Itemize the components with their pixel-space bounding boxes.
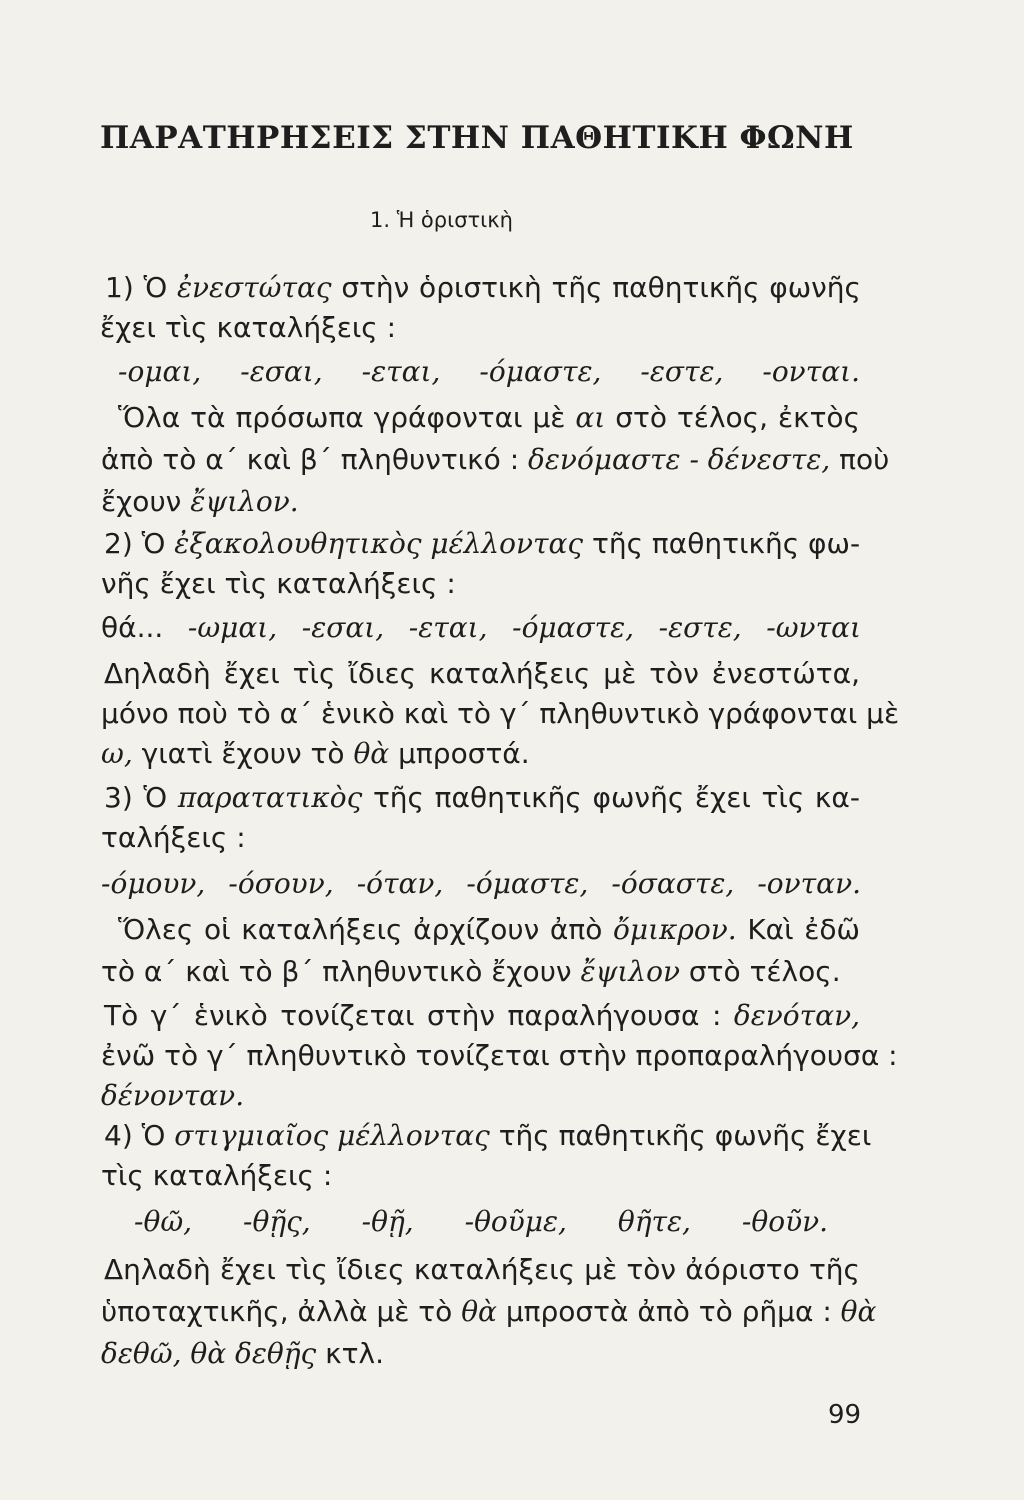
ending: -εσαι, (301, 611, 385, 644)
ending-row (134, 1202, 828, 1242)
text-line (118, 910, 860, 950)
text-span: ταλήξεις : (101, 821, 246, 854)
text-line (101, 440, 890, 480)
text-span: μόνο ποὺ τὸ α΄ ἑνικὸ καὶ τὸ γ΄ πληθυντικὸ γράφονται μὲ (101, 697, 900, 730)
text-line (104, 1250, 860, 1290)
ending: -θοῦμε, (464, 1205, 567, 1238)
ending: -εστε, (658, 611, 742, 644)
italic-term: ἐξακολουθητικὸς μέλλοντας (174, 527, 584, 560)
text-line (101, 694, 900, 734)
text-span: 4) Ὁ (104, 1119, 175, 1152)
italic-term: ἐνεστώτας (176, 271, 332, 304)
ending-row (118, 352, 860, 392)
text-span: ποὺ (830, 443, 890, 476)
ending: -εστε, (640, 355, 724, 388)
text-span: γιατὶ ἔχουν τὸ (132, 737, 354, 770)
ending: -όμαστε, (512, 611, 635, 644)
ending: -εται, (408, 611, 488, 644)
italic-term: ὄμικρον. (613, 913, 737, 946)
text-span: κτλ. (316, 1337, 384, 1370)
text-span: στὴν ὁριστικὴ τῆς παθητικῆς φωνῆς (331, 271, 861, 304)
text-span: τὸ α΄ καὶ τὸ β΄ πληθυντικὸ ἔχουν (101, 955, 581, 988)
ending: -όμουν, (101, 867, 206, 900)
italic-term: αι (575, 401, 606, 434)
page-title: ΠΑΡΑΤΗΡΗΣΕΙΣ ΣΤΗΝ ΠΑΘΗΤΙΚΗ ΦΩΝΗ (100, 120, 854, 156)
text-line (101, 734, 861, 774)
ending: -θοῦν. (741, 1205, 829, 1238)
text-span: 1) Ὁ (105, 271, 177, 304)
section-heading: 1. Ἡ ὁριστικὴ (370, 208, 513, 232)
text-span: 3) Ὁ (104, 781, 178, 814)
text-span: στὸ τέλος. (680, 955, 841, 988)
text-line (101, 1156, 861, 1196)
text-span: στὸ τέλος, ἐκτὸς (605, 401, 860, 434)
italic-term: δεθῶ, θὰ δεθῇς (101, 1337, 317, 1370)
ending: -ονται. (762, 355, 860, 388)
text-span: ἐνῶ τὸ γ΄ πληθυντικὸ τονίζεται στὴν προπαραλήγουσα : (101, 1039, 898, 1072)
ending-row (101, 864, 861, 904)
text-span: ἔχει τὶς καταλήξεις : (100, 311, 397, 344)
text-line (101, 818, 861, 858)
text-line (104, 996, 860, 1036)
text-span: Δηλαδὴ ἔχει τὶς ἴδιες καταλήξεις μὲ τὸν ἐνεστώτα, (104, 657, 860, 690)
text-line (101, 952, 861, 992)
ending: -ομαι, (118, 355, 202, 388)
ending: -όταν, (356, 867, 444, 900)
ending: -ωμαι, (187, 611, 278, 644)
text-line (100, 308, 860, 348)
text-line (101, 482, 861, 522)
ending: -όσαστε, (611, 867, 735, 900)
italic-term: ἔψιλον. (190, 485, 299, 518)
text-line (104, 524, 860, 564)
text-line (101, 564, 861, 604)
ending: -όμαστε, (479, 355, 602, 388)
text-span: ὑποταχτικῆς, ἀλλὰ μὲ τὸ (101, 1295, 462, 1328)
ending: -θῶ, (134, 1205, 193, 1238)
text-span: ἔχουν (101, 485, 191, 518)
text-span: Τὸ γ΄ ἑνικὸ τονίζεται στὴν παραλήγουσα : (104, 999, 734, 1032)
italic-term: ω, (101, 737, 133, 770)
text-span: τῆς παθητικῆς φω- (583, 527, 861, 560)
text-span: τῆς παθητικῆς φωνῆς ἔχει (489, 1119, 872, 1152)
text-line (118, 398, 860, 438)
page-number: 99 (828, 1400, 862, 1430)
ending: -εσαι, (240, 355, 323, 388)
ending: θῆτε, (617, 1205, 691, 1238)
italic-term: θὰ (353, 737, 390, 770)
text-line (101, 1334, 861, 1374)
text-line (101, 268, 861, 308)
ending-row (101, 608, 861, 648)
ending: -θῇς, (243, 1205, 311, 1238)
ending-prefix: θά... (101, 611, 164, 644)
ending: -θῇ, (361, 1205, 414, 1238)
text-line (104, 778, 860, 818)
text-line (101, 1292, 877, 1332)
italic-term: θὰ (840, 1295, 877, 1328)
ending: -εται, (361, 355, 441, 388)
text-span: ἀπὸ τὸ α΄ καὶ β΄ πληθυντικό : (101, 443, 529, 476)
text-span: Καὶ ἐδῶ (736, 913, 860, 946)
italic-term: στιγμιαῖος μέλλοντας (174, 1119, 490, 1152)
text-line (104, 1116, 872, 1156)
text-span: Ὅλες οἱ καταλήξεις ἀρχίζουν ἀπὸ (118, 913, 614, 946)
text-span: νῆς ἔχει τὶς καταλήξεις : (101, 567, 456, 600)
ending: -ωνται (766, 611, 861, 644)
text-line (104, 654, 860, 694)
text-span: Δηλαδὴ ἔχει τὶς ἴδιες καταλήξεις μὲ τὸν ἀόριστο τῆς (104, 1253, 860, 1286)
ending: -όσουν, (228, 867, 334, 900)
text-span: τῆς παθητικῆς φωνῆς ἔχει τὶς κα- (362, 781, 860, 814)
ending: -όμαστε, (466, 867, 589, 900)
text-span: μπροστὰ ἀπὸ τὸ ρῆμα : (496, 1295, 841, 1328)
text-span: 2) Ὁ (104, 527, 175, 560)
italic-term: ἔψιλον (580, 955, 681, 988)
italic-term: παρατατικὸς (177, 781, 363, 814)
italic-term: δένονταν. (101, 1079, 245, 1112)
italic-term: δενόμαστε - δένεστε, (528, 443, 831, 476)
text-span: τὶς καταλήξεις : (101, 1159, 333, 1192)
text-span: μπροστά. (389, 737, 530, 770)
text-span: Ὅλα τὰ πρόσωπα γράφονται μὲ (118, 401, 576, 434)
text-line (101, 1076, 861, 1116)
italic-term: δενόταν, (733, 999, 860, 1032)
ending: -ονταν. (757, 867, 862, 900)
text-line (101, 1036, 898, 1076)
italic-term: θὰ (461, 1295, 497, 1328)
